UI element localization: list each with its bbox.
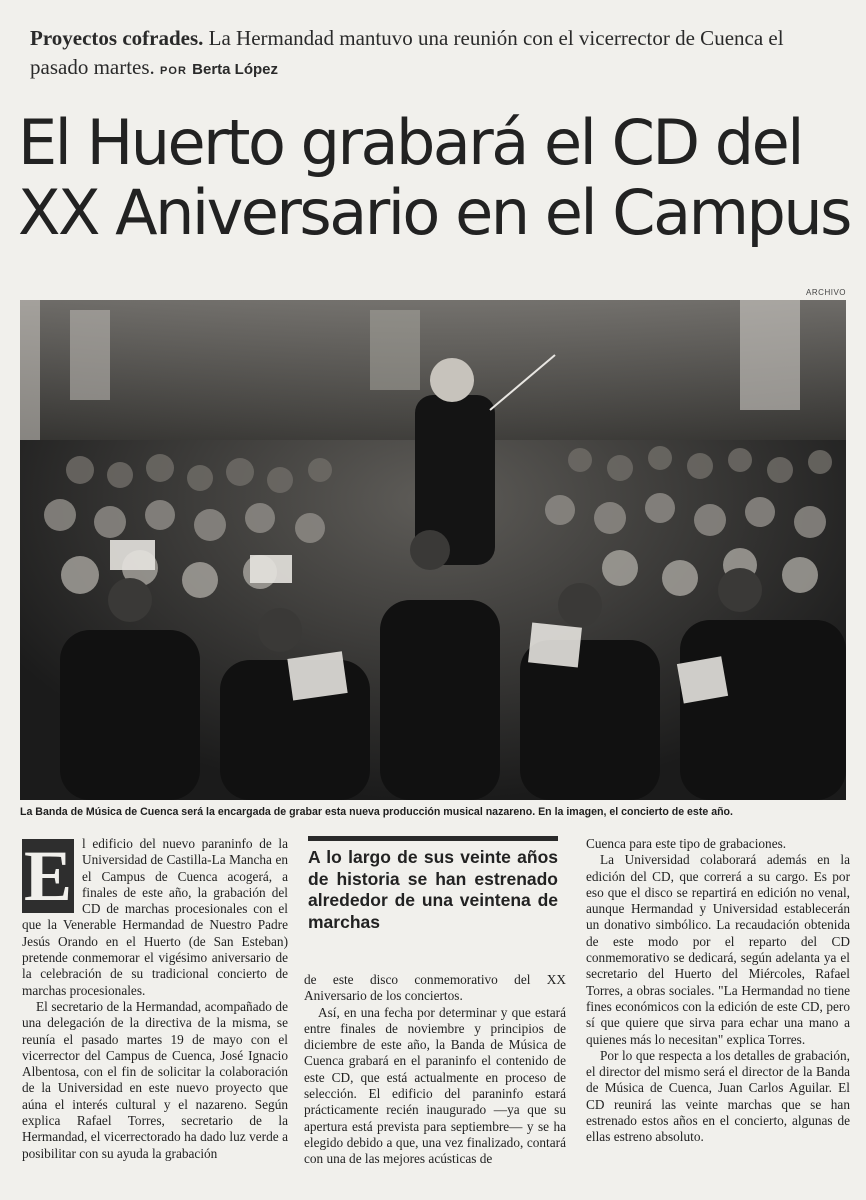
column-1 (22, 836, 288, 1162)
headline-line-2: XX Aniversario en el Campus (18, 176, 850, 249)
paragraph-2: El secretario de la Hermandad, acompañado de una delegación de la directiva de la misma, se reunía el pasado martes 19 de mayo con el vicerrector del Campus de Cuenca, José Ignacio Albentosa, con el fin de solicitar la colaboración de la Universidad en este nuevo proyecto que aúna el interés cultural y el nazareno. Según explica Rafael Torres, secretario de la Hermandad, el vicerrectorado ha dado luz verde a posibilitar con su ayuda la grabación (22, 998, 288, 1161)
drop-cap: E (23, 836, 73, 916)
article-dek (30, 24, 820, 86)
pull-quote: A lo largo de sus veinte años de historia se han estrenado alrededor de una veintena de marchas (308, 836, 558, 933)
byline-name: Berta López (192, 61, 278, 78)
column-2-body (304, 972, 566, 1168)
column-3 (586, 836, 850, 1146)
paragraph-4: La Universidad colaborará además en la edición del CD, que correrá a su cargo. Es por eso que el disco se repartirá en edición no venal, aunque Hermandad y Universidad establecerán un donativo simbólico. La recaudación obtenida de este modo por el reparto del CD conmemorativo se dedicará, según adelanta ya el secretario del Huerto del Miércoles, Rafael Torres, a obras sociales. "La Hermandad no tiene fines económicos con la edición de este CD, pero sí que quiere que sirva para echar una mano a quienes más lo necesitan" explica Torres. (586, 852, 850, 1047)
paragraph-3-continued: Cuenca para este tipo de grabaciones. (586, 836, 787, 851)
concert-photo (20, 300, 846, 800)
paragraph-3: Así, en una fecha por determinar y que estará entre finales de noviembre y principios de diciembre de este año, la Banda de Música de Cuenca grabará en el paraninfo el contenido de este CD, que está actualmente en proceso de selección. El edificio del paraninfo estará prácticamente recién inaugurado —ya que su apertura está prevista para septiembre— y se ha elegido debido a que, una vez finalizado, contará con una de las mejores acústicas de (304, 1004, 566, 1167)
paragraph-1 (22, 836, 288, 999)
dek-lead: Proyectos cofrades. (30, 26, 204, 50)
column-2 (304, 836, 566, 1167)
paragraph-5: Por lo que respecta a los detalles de grabación, el director del mismo será el director de la Banda de Música de Cuenca, Juan Carlos Aguilar. El CD reunirá las veinte marchas que se han estrenado estos años en el concierto, algunas de ellas estreno absoluto. (586, 1047, 850, 1145)
photo-caption: La Banda de Música de Cuenca será la encargada de grabar esta nueva producción musical nazareno. En la imagen, el concierto de este año. (20, 806, 733, 818)
photo-credit: ARCHIVO (806, 288, 846, 297)
concert-photo-image (20, 300, 846, 800)
headline (18, 108, 858, 248)
byline-prefix: POR (160, 65, 187, 77)
headline-line-1: El Huerto grabará el CD del (18, 106, 803, 179)
paragraph-1-text: l edificio del nuevo paraninfo de la Universidad de Castilla-La Mancha en el Campus de Cuenca acogerá, a finales de este año, la grabación del CD de marchas procesionales con el que la Venerable Hermandad de Nuestro Padre Jesús Orando en el Huerto (de San Esteban) pretende conmemorar el vigésimo aniversario de la celebración de su tradicional concierto de marchas procesionales. (22, 836, 288, 998)
paragraph-2-continued: de este disco conmemorativo del XX Aniversario de los conciertos. (304, 972, 566, 1004)
dek-text: La Hermandad mantuvo una reunión con el vicerrector de Cuenca el pasado martes. (30, 26, 784, 79)
